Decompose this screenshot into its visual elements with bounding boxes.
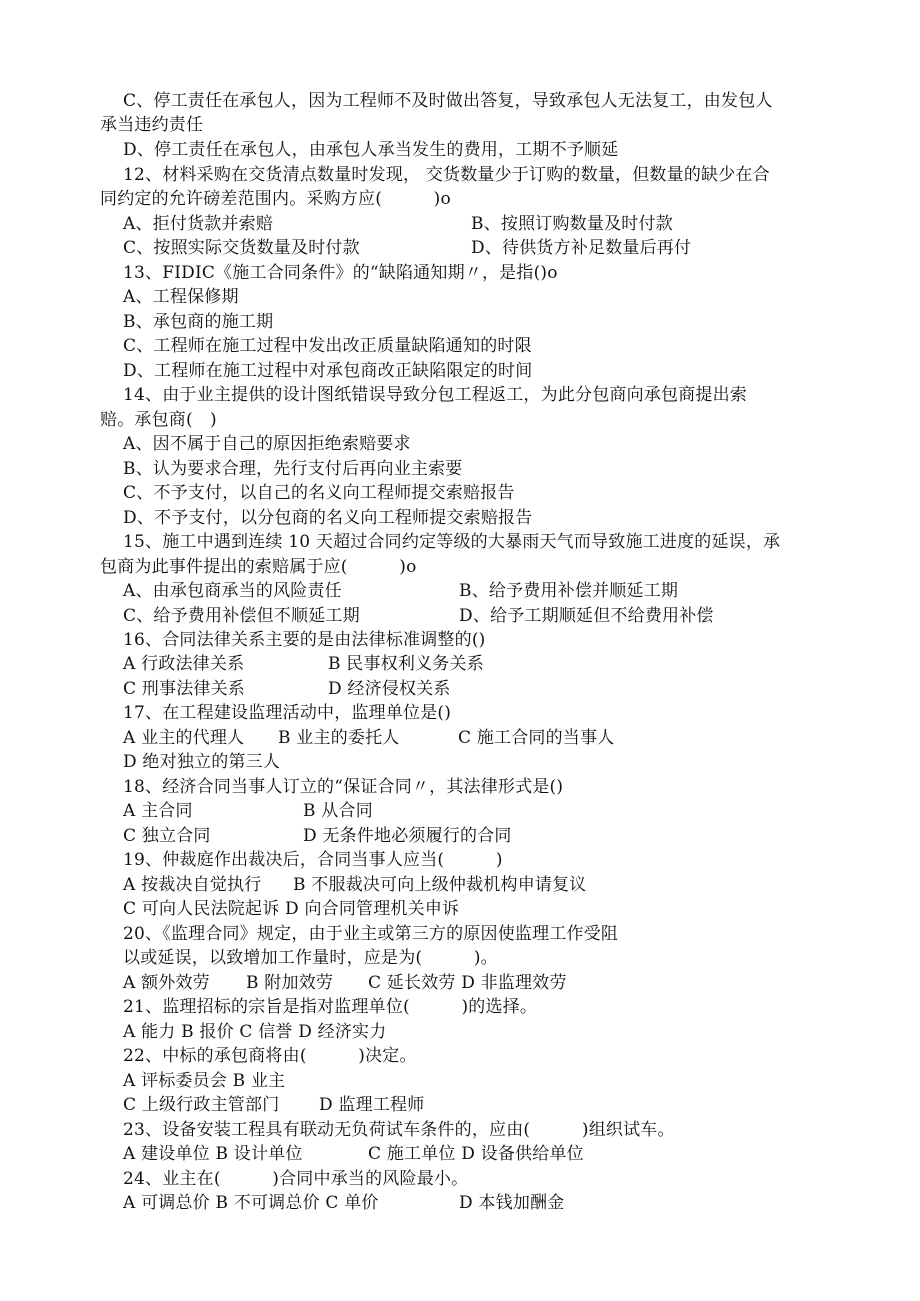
document-page: C、停工责任在承包人，因为工程师不及时做出答复，导致承包人无法复工，由发包人 承当违约责任 D、停工责任在承包人，由承包人承当发生的费用，工期不予顺延 12、材料采购在交货清点数量时发现， 交货数量少于订购的数量，但数量的缺少在合 同约定的允许磅差范围内。采购方应( )o A、拒付货款并索赔 B、按照订购数量及时付款 C、按照实际交货数量及时付款 D、待供货方补足数量后再付 13、FIDIC《施工合同条件》的“缺陷通知期〃，是指()o A、工程保修期 B、承包商的施工期 C、工程师在施工过程中发出改正质量缺陷通知的时限 D、工程师在施工过程中对承包商改正缺陷限定的时间 14、由于业主提供的设计图纸错误导致分包工程返工，为此分包商向承包商提出索 赔。承包商( ) A、因不属于自己的原因拒绝索赔要求 B、认为要求合理，先行支付后再向业主索要 C、不予支付，以自己的名义向工程师提交索赔报告 D、不予支付，以分包商的名义向工程师提交索赔报告 15、施工中遇到连续 10 天超过合同约定等级的大暴雨天气而导致施工进度的延误，承 包商为此事件提出的索赔属于应( )o A、由承包商承当的风险责任 B、给予费用补偿并顺延工期 C、给予费用补偿但不顺延工期 D、给予工期顺延但不给费用补偿 16、合同法律关系主要的是由法律标准调整的() A 行政法律关系 B 民事权利义务关系 C 刑事法律关系 D 经济侵权关系 17、在工程建设监理活动中，监理单位是() A 业主的代理人 B 业主的委托人 C 施工合同的当事人 D 绝对独立的第三人 18、经济合同当事人订立的“保证合同〃，其法律形式是() A 主合同 B 从合同 C 独立合同 D 无条件地必须履行的合同 19、仲裁庭作出裁决后，合同当事人应当( ) A 按裁决自觉执行 B 不服裁决可向上级仲裁机构申请复议 C 可向人民法院起诉 D 向合同管理机关申诉 20、《监理合同》规定，由于业主或第三方的原因使监理工作受阻 以或延误，以致增加工作量时，应是为( )。 A 额外效劳 B 附加效劳 C 延长效劳 D 非监理效劳 21、监理招标的宗旨是指对监理单位( )的选择。 A 能力 B 报价 C 信誉 D 经济实力 22、中标的承包商将由( )决定。 A 评标委员会 B 业主 C 上级行政主管部门 D 监理工程师 23、设备安装工程具有联动无负荷试车条件的，应由( )组织试车。 A 建设单位 B 设计单位 C 施工单位 D 设备供给单位 24、业主在( )合同中承当的风险最小。 A 可调总价 B 不可调总价 C 单价 D 本钱加酬金 xyxy=(100,91,781,1213)
